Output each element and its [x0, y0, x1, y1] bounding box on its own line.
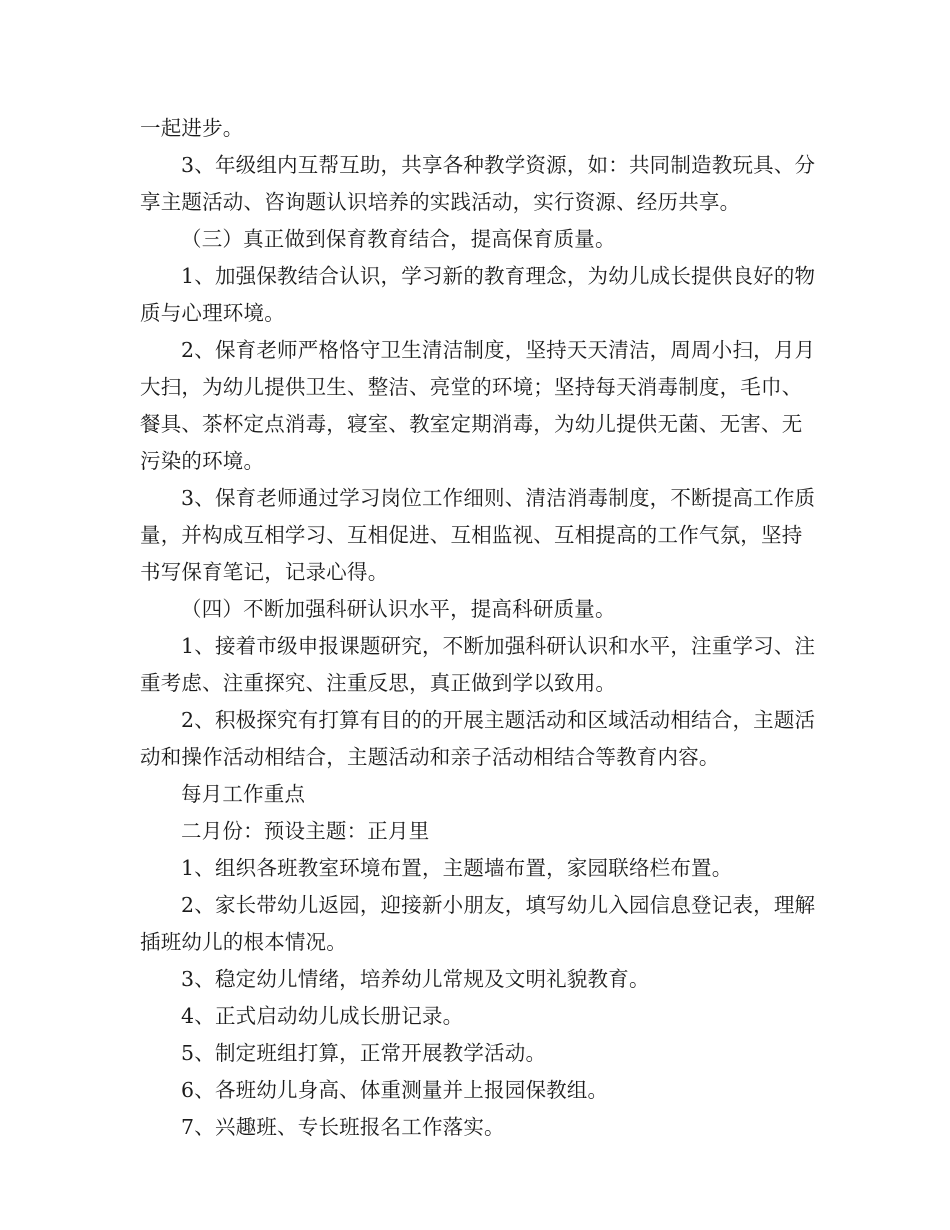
- list-item: 7、兴趣班、专长班报名工作落实。: [181, 1115, 505, 1139]
- paragraph: 一起进步。: [140, 116, 244, 140]
- paragraph: 1、加强保教结合认识，学习新的教育理念，为幼儿成长提供良好的物质与心理环境。: [140, 264, 816, 325]
- month-heading: 二月份：预设主题：正月里: [181, 819, 430, 843]
- document-body: [140, 110, 820, 1146]
- paragraph: 2、保育老师严格恪守卫生清洁制度，坚持天天清洁，周周小扫，月月大扫，为幼儿提供卫生、整洁、亮堂的环境；坚持每天消毒制度，毛巾、餐具、茶杯定点消毒，寝室、教室定期消毒，为幼儿提供无菌、无害、无污染的环境。: [140, 338, 816, 473]
- section-heading: （三）真正做到保育教育结合，提高保育质量。: [181, 227, 616, 251]
- paragraph: 3、保育老师通过学习岗位工作细则、清洁消毒制度，不断提高工作质量，并构成互相学习、互相促进、互相监视、互相提高的工作气氛，坚持书写保育笔记，记录心得。: [140, 486, 816, 584]
- paragraph: 3、年级组内互帮互助，共享各种教学资源，如：共同制造教玩具、分享主题活动、咨询题认识培养的实践活动，实行资源、经历共享。: [140, 153, 816, 214]
- paragraph: 2、积极探究有打算有目的的开展主题活动和区域活动相结合，主题活动和操作活动相结合，主题活动和亲子活动相结合等教育内容。: [140, 708, 816, 769]
- section-heading: （四）不断加强科研认识水平，提高科研质量。: [181, 597, 616, 621]
- list-item: 2、家长带幼儿返园，迎接新小朋友，填写幼儿入园信息登记表，理解插班幼儿的根本情况。: [140, 893, 816, 954]
- list-item: 1、组织各班教室环境布置，主题墙布置，家园联络栏布置。: [181, 856, 733, 880]
- paragraph: 1、接着市级申报课题研究，不断加强科研认识和水平，注重学习、注重考虑、注重探究、注重反思，真正做到学以致用。: [140, 634, 816, 695]
- list-item: 5、制定班组打算，正常开展教学活动。: [181, 1041, 547, 1065]
- subheading: 每月工作重点: [181, 782, 306, 806]
- list-item: 6、各班幼儿身高、体重测量并上报园保教组。: [181, 1078, 609, 1102]
- list-item: 4、正式启动幼儿成长册记录。: [181, 1004, 464, 1028]
- list-item: 3、稳定幼儿情绪，培养幼儿常规及文明礼貌教育。: [181, 967, 650, 991]
